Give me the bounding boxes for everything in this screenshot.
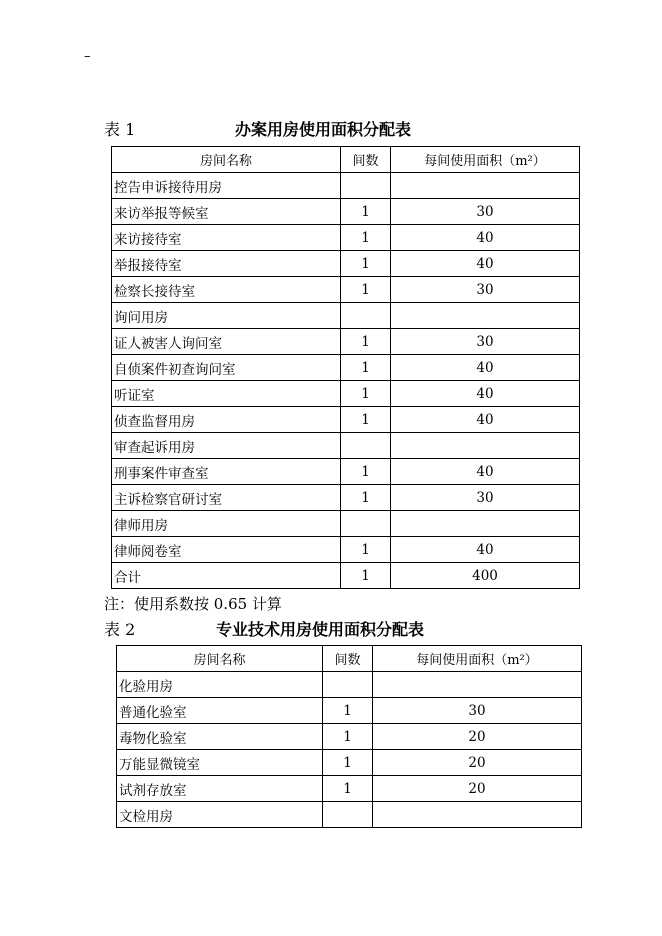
table2-header-cell: 间数 [323, 646, 373, 672]
room-name-cell: 化验用房 [117, 672, 323, 698]
table1-title: 办案用房使用面积分配表 [235, 120, 412, 139]
table1-header-cell: 房间名称 [112, 147, 341, 173]
table1 [111, 146, 580, 589]
table-row [112, 407, 580, 433]
room-area-cell: 400 [391, 563, 580, 589]
room-name-cell: 检察长接待室 [112, 277, 341, 303]
table-row [112, 199, 580, 225]
room-count-cell: 1 [341, 485, 391, 511]
table-row [117, 750, 582, 776]
table-row [112, 433, 580, 459]
room-name-cell: 万能显微镜室 [117, 750, 323, 776]
page-mark: – [84, 49, 91, 64]
table1-header-cell: 每间使用面积（m²） [391, 147, 580, 173]
room-area-cell: 30 [391, 329, 580, 355]
room-area-cell: 40 [391, 381, 580, 407]
table2-header-cell: 每间使用面积（m²） [373, 646, 582, 672]
table2-header-row [117, 646, 582, 672]
room-name-cell: 试剂存放室 [117, 776, 323, 802]
room-count-cell: 1 [341, 407, 391, 433]
room-count-cell: 1 [341, 199, 391, 225]
table2-title: 专业技术用房使用面积分配表 [216, 620, 425, 639]
room-count-cell [341, 511, 391, 537]
table2-label: 表 2 [104, 620, 136, 639]
table-row [112, 563, 580, 589]
table-row [112, 277, 580, 303]
room-area-cell: 30 [391, 199, 580, 225]
room-name-cell: 合计 [112, 563, 341, 589]
room-name-cell: 审查起诉用房 [112, 433, 341, 459]
table-row [112, 381, 580, 407]
room-count-cell: 1 [323, 724, 373, 750]
room-area-cell [373, 802, 582, 828]
room-name-cell: 控告申诉接待用房 [112, 173, 341, 199]
table-row [117, 724, 582, 750]
table2 [116, 645, 582, 828]
room-name-cell: 律师阅卷室 [112, 537, 341, 563]
room-name-cell: 自侦案件初查询问室 [112, 355, 341, 381]
room-count-cell: 1 [323, 698, 373, 724]
table1-label: 表 1 [104, 120, 136, 139]
room-count-cell [323, 672, 373, 698]
table-row [117, 698, 582, 724]
room-name-cell: 听证室 [112, 381, 341, 407]
room-area-cell [373, 672, 582, 698]
room-name-cell: 普通化验室 [117, 698, 323, 724]
table-row [112, 329, 580, 355]
room-count-cell: 1 [341, 459, 391, 485]
room-count-cell: 1 [341, 251, 391, 277]
room-area-cell: 30 [391, 277, 580, 303]
table1-header-cell: 间数 [341, 147, 391, 173]
room-count-cell: 1 [341, 355, 391, 381]
table2-caption [104, 620, 484, 640]
table1-caption [104, 120, 464, 140]
table-row [112, 173, 580, 199]
table-row [112, 511, 580, 537]
room-count-cell [323, 802, 373, 828]
table2-body [117, 646, 582, 828]
room-count-cell: 1 [323, 776, 373, 802]
table1-body [112, 147, 580, 589]
room-name-cell: 来访举报等候室 [112, 199, 341, 225]
room-count-cell: 1 [341, 277, 391, 303]
room-name-cell: 文检用房 [117, 802, 323, 828]
table-row [112, 303, 580, 329]
table2-header-cell: 房间名称 [117, 646, 323, 672]
room-area-cell: 40 [391, 537, 580, 563]
table-row [112, 459, 580, 485]
room-area-cell [391, 511, 580, 537]
room-name-cell: 来访接待室 [112, 225, 341, 251]
table-row [112, 251, 580, 277]
room-area-cell: 40 [391, 251, 580, 277]
room-name-cell: 律师用房 [112, 511, 341, 537]
room-name-cell: 刑事案件审查室 [112, 459, 341, 485]
room-name-cell: 证人被害人询问室 [112, 329, 341, 355]
room-area-cell: 40 [391, 355, 580, 381]
table1-header-row [112, 147, 580, 173]
room-area-cell: 20 [373, 776, 582, 802]
room-count-cell: 1 [323, 750, 373, 776]
table-row [117, 672, 582, 698]
table-row [117, 802, 582, 828]
room-count-cell: 1 [341, 381, 391, 407]
room-area-cell: 20 [373, 724, 582, 750]
room-count-cell [341, 303, 391, 329]
room-name-cell: 询问用房 [112, 303, 341, 329]
room-name-cell: 主诉检察官研讨室 [112, 485, 341, 511]
room-count-cell: 1 [341, 563, 391, 589]
room-count-cell: 1 [341, 329, 391, 355]
room-count-cell: 1 [341, 537, 391, 563]
table-row [117, 776, 582, 802]
room-count-cell: 1 [341, 225, 391, 251]
table-row [112, 225, 580, 251]
room-area-cell: 30 [391, 485, 580, 511]
table-row [112, 537, 580, 563]
table-row [112, 485, 580, 511]
room-area-cell: 40 [391, 459, 580, 485]
table1-note: 注：使用系数按 0.65 计算 [104, 595, 282, 613]
room-area-cell: 40 [391, 225, 580, 251]
room-area-cell [391, 303, 580, 329]
table-row [112, 355, 580, 381]
room-name-cell: 侦查监督用房 [112, 407, 341, 433]
room-area-cell [391, 433, 580, 459]
room-count-cell [341, 433, 391, 459]
room-area-cell [391, 173, 580, 199]
room-area-cell: 30 [373, 698, 582, 724]
room-area-cell: 40 [391, 407, 580, 433]
room-name-cell: 毒物化验室 [117, 724, 323, 750]
room-area-cell: 20 [373, 750, 582, 776]
room-name-cell: 举报接待室 [112, 251, 341, 277]
room-count-cell [341, 173, 391, 199]
